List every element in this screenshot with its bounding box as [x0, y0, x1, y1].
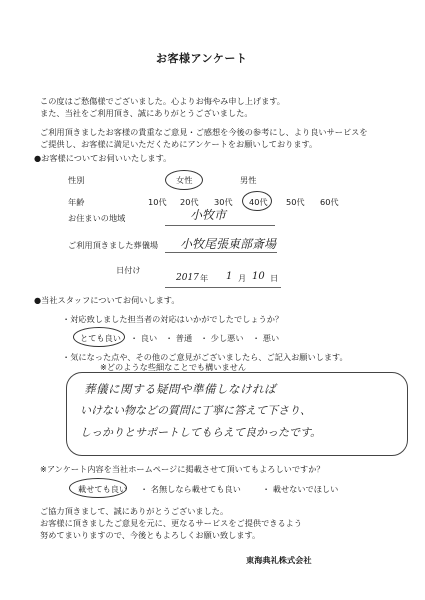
- intro-line-1: この度はご愁傷様でございました。心よりお悔やみ申し上げます。: [40, 96, 285, 106]
- comment-line-2: いけない物などの質問に丁寧に答えて下さり、: [80, 404, 311, 417]
- area-underline: [165, 225, 275, 226]
- rating-slightly-bad[interactable]: ・ 少し悪い: [200, 333, 244, 343]
- gender-option-female[interactable]: 女性: [176, 175, 193, 185]
- publish-option-no[interactable]: ・ 載せないでほしい: [262, 484, 339, 494]
- area-label: お住まいの地域: [68, 213, 126, 223]
- hall-underline: [165, 252, 277, 253]
- rating-normal[interactable]: ・ 普通: [165, 333, 193, 343]
- publish-selection-circle: [69, 478, 127, 498]
- age-option-60s[interactable]: 60代: [320, 197, 339, 207]
- hall-value[interactable]: 小牧尾張東部斎場: [180, 237, 277, 251]
- staff-question: ・対応致しました担当者の対応はいかがでしたでしょうか？: [62, 314, 284, 324]
- hall-label: ご利用頂きました葬儀場: [68, 240, 159, 250]
- comment-prompt-line-1: ・気になった点や、その他のご意見がございましたら、ご記入お願いします。: [62, 352, 348, 362]
- date-month-unit: 月: [238, 273, 247, 283]
- age-option-30s[interactable]: 30代: [214, 197, 233, 207]
- intro-line-3: ご利用頂きましたお客様の貴重なご意見・ご感想を今後の参考にし、より良いサービスを: [40, 127, 368, 137]
- section1-heading: ●お客様についてお伺いいたします。: [34, 153, 172, 163]
- area-value[interactable]: 小牧市: [190, 208, 227, 222]
- date-day-unit: 日: [270, 273, 279, 283]
- date-month[interactable]: 1: [226, 271, 233, 282]
- age-option-40s[interactable]: 40代: [249, 197, 268, 207]
- age-option-50s[interactable]: 50代: [286, 197, 305, 207]
- intro-line-2: また、当社をご利用頂き、誠にありがとうございました。: [40, 108, 253, 118]
- intro-line-4: ご提供し、お客様に満足いただくためにアンケートをお願いしております。: [40, 139, 318, 149]
- closing-line-3: 努めてまいりますので、今後ともよろしくお願い致します。: [40, 530, 261, 540]
- publish-option-anonymous[interactable]: ・ 名無しなら載せても良い: [140, 484, 241, 494]
- date-year-unit: 年: [200, 273, 209, 283]
- rating-good[interactable]: ・ 良い: [130, 333, 158, 343]
- age-option-20s[interactable]: 20代: [180, 197, 199, 207]
- age-option-10s[interactable]: 10代: [148, 197, 167, 207]
- date-label: 日付け: [116, 265, 141, 275]
- gender-label: 性別: [68, 175, 85, 185]
- comment-line-3: しっかりとサポートしてもらえて良かったです。: [80, 426, 322, 439]
- comment-prompt-line-2: ※どのような些細なことでも構いません: [100, 362, 247, 372]
- date-underline: [165, 287, 281, 288]
- publish-option-ok[interactable]: 載せても良い: [78, 484, 128, 494]
- company-name: 東海典礼株式会社: [246, 555, 312, 565]
- comment-line-1: 葬儀に関する疑問や準備しなければ: [84, 382, 276, 396]
- age-selection-circle: [242, 191, 272, 211]
- rating-very-good[interactable]: とても良い: [80, 333, 121, 343]
- section2-heading: ●当社スタッフについてお伺いします。: [34, 295, 180, 305]
- rating-selection-circle: [73, 327, 125, 347]
- rating-bad[interactable]: ・ 悪い: [252, 333, 280, 343]
- closing-line-1: ご協力頂きまして、誠にありがとうございました。: [40, 506, 229, 516]
- publish-question: ※アンケート内容を当社ホームページに掲載させて頂いてもよろしいですか？: [40, 464, 325, 474]
- gender-option-male[interactable]: 男性: [240, 175, 257, 185]
- gender-selection-circle: [165, 170, 203, 190]
- date-year[interactable]: 2017: [176, 273, 199, 283]
- closing-line-2: お客様に頂きましたご意見を元に、更なるサービスをご提供できるよう: [40, 518, 303, 528]
- survey-title: お客様アンケート: [156, 52, 248, 65]
- date-day[interactable]: 10: [252, 271, 265, 282]
- age-label: 年齢: [68, 197, 85, 207]
